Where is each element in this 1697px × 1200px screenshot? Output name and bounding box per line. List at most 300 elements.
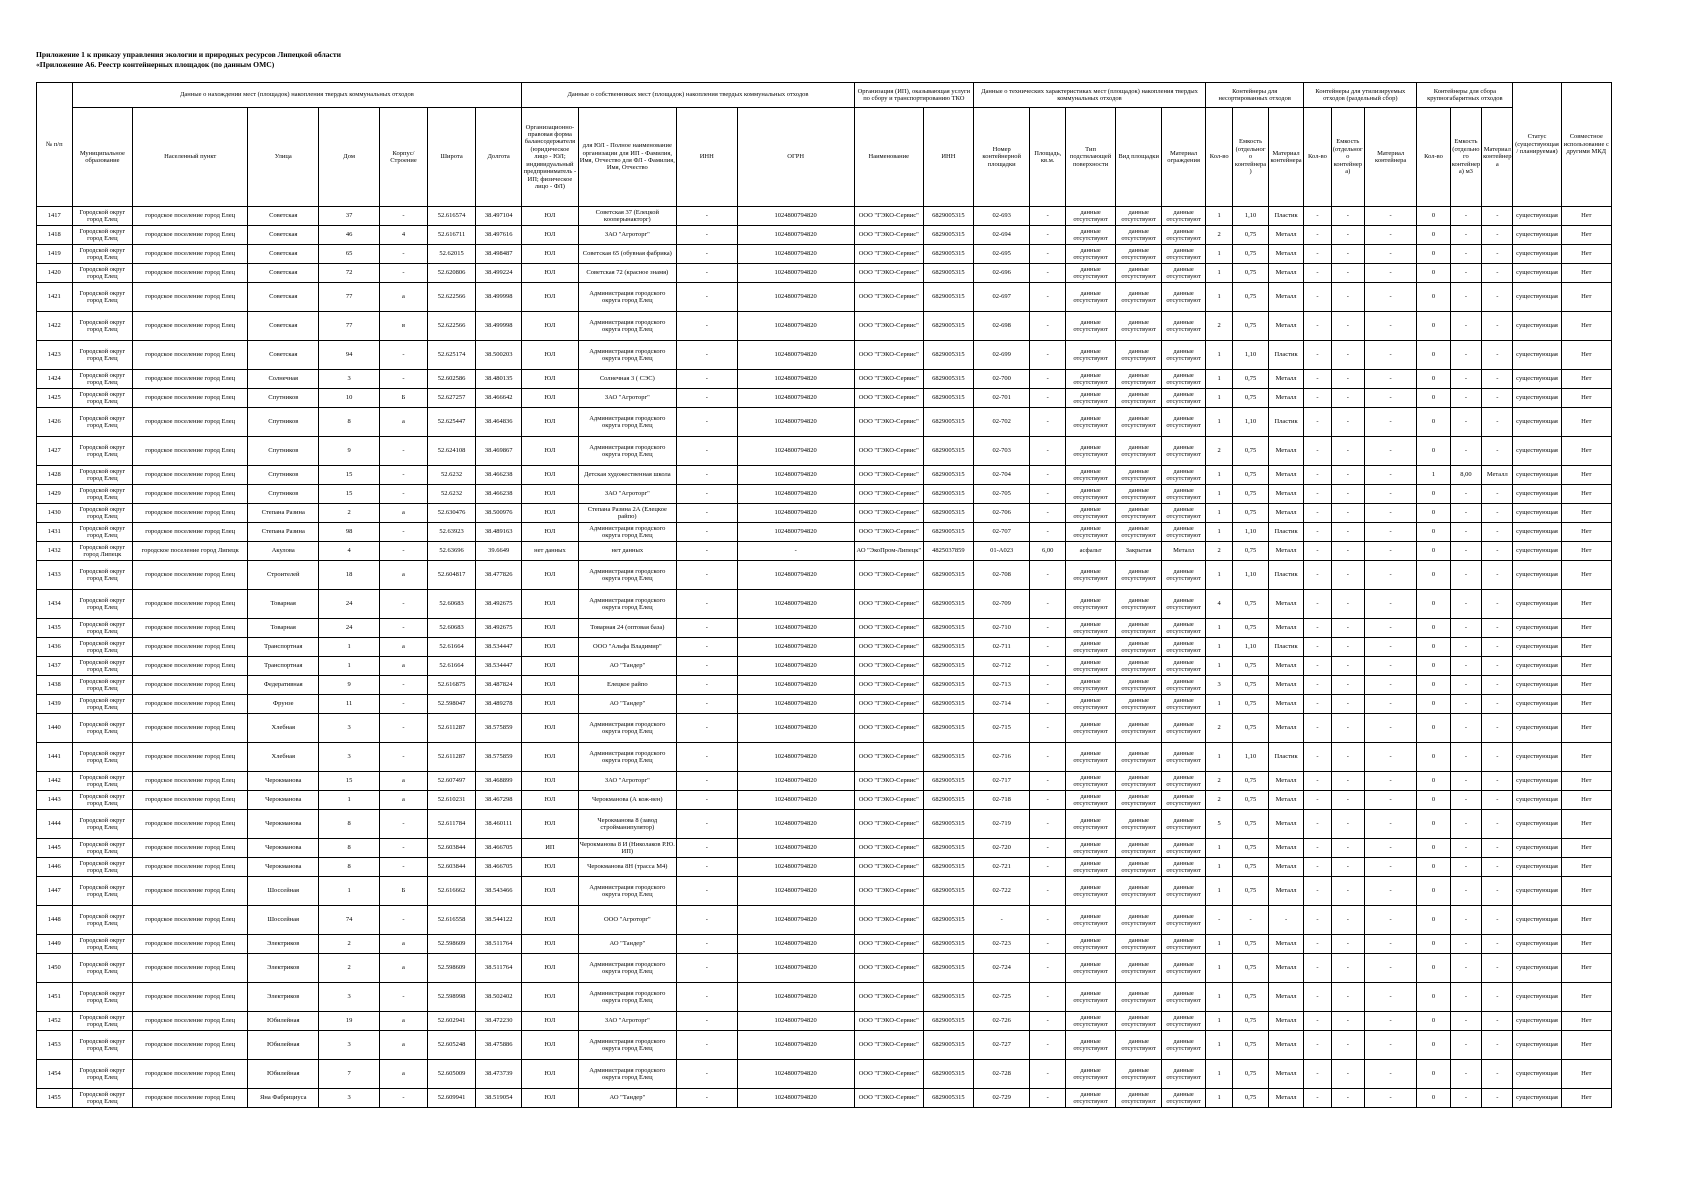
cell-longitude: 38.575859 [476, 714, 522, 743]
cell-surface: данные отсутствуют [1065, 810, 1115, 839]
cell-recyclable-material: - [1365, 1089, 1417, 1108]
cell-recyclable-material: - [1365, 1012, 1417, 1031]
cell-shared: Нет [1561, 906, 1611, 935]
cell-unsorted-volume: 0,75 [1233, 1031, 1269, 1060]
cell-street: Степана Разина [248, 504, 319, 523]
cell-ogrn: 1024800794820 [737, 772, 854, 791]
cell-owner-inn: - [676, 1060, 737, 1089]
cell-owner-inn: - [676, 370, 737, 389]
cell-bulky-volume: - [1450, 561, 1481, 590]
cell-unsorted-count: 1 [1206, 638, 1233, 657]
cell-operator-inn: 6829005315 [923, 1031, 973, 1060]
cell-longitude: 38.480135 [476, 370, 522, 389]
cell-settlement: городское поселение город Елец [133, 695, 248, 714]
cell-status: существующая [1513, 935, 1561, 954]
cell-surface: данные отсутствуют [1065, 1031, 1115, 1060]
cell-ogrn: 1024800794820 [737, 954, 854, 983]
cell-bulky-volume: - [1450, 1012, 1481, 1031]
cell-operator-inn: 6829005315 [923, 714, 973, 743]
cell-house: 1 [319, 638, 380, 657]
cell-recyclable-volume: - [1331, 561, 1364, 590]
cell-recyclable-volume: - [1331, 485, 1364, 504]
cell-recyclable-volume: - [1331, 523, 1364, 542]
cell-unsorted-volume: 0,75 [1233, 839, 1269, 858]
cell-status: существующая [1513, 1031, 1561, 1060]
cell-bulky-count: 0 [1417, 695, 1450, 714]
cell-num: 1422 [37, 312, 73, 341]
cell-fence-material: данные отсутствуют [1162, 1089, 1206, 1108]
cell-bulky-count: 0 [1417, 743, 1450, 772]
cell-surface: данные отсутствуют [1065, 954, 1115, 983]
cell-recyclable-material: - [1365, 743, 1417, 772]
cell-bulky-material: - [1482, 983, 1513, 1012]
cell-building: а [379, 283, 427, 312]
cell-street: Советская [248, 207, 319, 226]
cell-surface: данные отсутствуют [1065, 245, 1115, 264]
cell-status: существующая [1513, 877, 1561, 906]
cell-operator-inn: 6829005315 [923, 810, 973, 839]
cell-recyclable-volume: - [1331, 207, 1364, 226]
cell-area: - [1030, 561, 1066, 590]
cell-building: а [379, 1012, 427, 1031]
cell-area: - [1030, 264, 1066, 283]
cell-owner-inn: - [676, 466, 737, 485]
cell-settlement: городское поселение город Елец [133, 791, 248, 810]
cell-site-type: данные отсутствуют [1116, 437, 1162, 466]
cell-owner-inn: - [676, 1031, 737, 1060]
cell-bulky-material: - [1482, 590, 1513, 619]
cell-municipality: Городской округ город Елец [72, 207, 133, 226]
cell-num: 1426 [37, 408, 73, 437]
cell-owner-inn: - [676, 695, 737, 714]
cell-recyclable-count: - [1304, 743, 1331, 772]
cell-house: 65 [319, 245, 380, 264]
cell-bulky-volume: - [1450, 839, 1481, 858]
cell-recyclable-count: - [1304, 370, 1331, 389]
table-row [37, 226, 1612, 245]
cell-recyclable-volume: - [1331, 935, 1364, 954]
cell-recyclable-material: - [1365, 207, 1417, 226]
cell-bulky-count: 0 [1417, 264, 1450, 283]
cell-recyclable-volume: - [1331, 370, 1364, 389]
cell-area: - [1030, 283, 1066, 312]
cell-recyclable-count: - [1304, 389, 1331, 408]
cell-unsorted-volume: 0,75 [1233, 370, 1269, 389]
cell-building: - [379, 810, 427, 839]
cell-recyclable-volume: - [1331, 1089, 1364, 1108]
cell-site-type: данные отсутствуют [1116, 245, 1162, 264]
cell-street: Электриков [248, 954, 319, 983]
cell-municipality: Городской округ город Елец [72, 695, 133, 714]
cell-bulky-count: 1 [1417, 466, 1450, 485]
cell-bulky-count: 0 [1417, 341, 1450, 370]
cell-unsorted-material: Пластик [1268, 408, 1304, 437]
cell-site-type: данные отсутствуют [1116, 791, 1162, 810]
cell-recyclable-volume: - [1331, 839, 1364, 858]
cell-surface: данные отсутствуют [1065, 695, 1115, 714]
cell-num: 1447 [37, 877, 73, 906]
cell-operator-inn: 6829005315 [923, 695, 973, 714]
cell-surface: данные отсутствуют [1065, 657, 1115, 676]
table-row [37, 810, 1612, 839]
cell-owner-name: ЗАО "Агроторг" [578, 772, 676, 791]
cell-operator-name: ООО "ГЭКО-Сервис" [854, 810, 923, 839]
cell-operator-name: ООО "ГЭКО-Сервис" [854, 638, 923, 657]
cell-recyclable-volume: - [1331, 954, 1364, 983]
cell-house: 19 [319, 1012, 380, 1031]
cell-area: - [1030, 590, 1066, 619]
cell-latitude: 52.607497 [428, 772, 476, 791]
cell-bulky-count: 0 [1417, 561, 1450, 590]
table-row [37, 906, 1612, 935]
cell-owner-inn: - [676, 542, 737, 561]
cell-settlement: городское поселение город Елец [133, 714, 248, 743]
cell-recyclable-material: - [1365, 810, 1417, 839]
cell-bulky-volume: - [1450, 408, 1481, 437]
cell-operator-inn: 6829005315 [923, 743, 973, 772]
cell-operator-inn: 6829005315 [923, 1089, 973, 1108]
cell-status: существующая [1513, 485, 1561, 504]
cell-unsorted-material: Металл [1268, 877, 1304, 906]
cell-shared: Нет [1561, 772, 1611, 791]
cell-unsorted-count: 2 [1206, 437, 1233, 466]
cell-ogrn: - [737, 542, 854, 561]
cell-owner-name: Степана Разина 2А (Елецкое райпо) [578, 504, 676, 523]
cell-latitude: 52.60683 [428, 619, 476, 638]
col-org-form: Организационно-правовая форма балансодержателя (юридическое лицо - ЮЛ; индивидуальный предприниматель - ИП; физическое лицо - ФЛ) [522, 108, 578, 207]
cell-shared: Нет [1561, 207, 1611, 226]
cell-site-type: данные отсутствуют [1116, 1031, 1162, 1060]
cell-owner-name: Черокманова 8 И (Николаков Р.Ю. ИП) [578, 839, 676, 858]
cell-shared: Нет [1561, 676, 1611, 695]
cell-bulky-count: 0 [1417, 389, 1450, 408]
cell-ogrn: 1024800794820 [737, 619, 854, 638]
cell-operator-name: ООО "ГЭКО-Сервис" [854, 1012, 923, 1031]
cell-settlement: городское поселение город Елец [133, 370, 248, 389]
table-row [37, 283, 1612, 312]
cell-shared: Нет [1561, 983, 1611, 1012]
cell-surface: данные отсутствуют [1065, 906, 1115, 935]
cell-bulky-material: - [1482, 877, 1513, 906]
cell-municipality: Городской округ город Елец [72, 226, 133, 245]
cell-fence-material: данные отсутствуют [1162, 657, 1206, 676]
cell-bulky-material: Металл [1482, 466, 1513, 485]
cell-house: 77 [319, 312, 380, 341]
cell-unsorted-count: 1 [1206, 408, 1233, 437]
cell-surface: данные отсутствуют [1065, 523, 1115, 542]
cell-house: 2 [319, 954, 380, 983]
cell-recyclable-volume: - [1331, 714, 1364, 743]
table-row [37, 743, 1612, 772]
cell-unsorted-volume: 1,10 [1233, 743, 1269, 772]
cell-ogrn: 1024800794820 [737, 408, 854, 437]
cell-settlement: городское поселение город Липецк [133, 542, 248, 561]
cell-operator-inn: 4825037859 [923, 542, 973, 561]
cell-fence-material: данные отсутствуют [1162, 561, 1206, 590]
cell-longitude: 38.511764 [476, 935, 522, 954]
cell-unsorted-count: 1 [1206, 1031, 1233, 1060]
cell-latitude: 52.605009 [428, 1060, 476, 1089]
cell-unsorted-material: Металл [1268, 1031, 1304, 1060]
cell-num: 1421 [37, 283, 73, 312]
cell-bulky-count: 0 [1417, 370, 1450, 389]
cell-owner-inn: - [676, 676, 737, 695]
col-site-type: Вид площадки [1116, 108, 1162, 207]
cell-owner-inn: - [676, 523, 737, 542]
cell-status: существующая [1513, 370, 1561, 389]
cell-settlement: городское поселение город Елец [133, 906, 248, 935]
cell-street: Транспортная [248, 638, 319, 657]
cell-unsorted-volume: 0,75 [1233, 877, 1269, 906]
cell-site-number: 02-717 [973, 772, 1029, 791]
cell-owner-name: Товарная 24 (оптовая база) [578, 619, 676, 638]
cell-unsorted-count: 1 [1206, 370, 1233, 389]
cell-recyclable-material: - [1365, 695, 1417, 714]
cell-latitude: 52.63923 [428, 523, 476, 542]
cell-status: существующая [1513, 983, 1561, 1012]
table-row [37, 935, 1612, 954]
cell-operator-name: ООО "ГЭКО-Сервис" [854, 1031, 923, 1060]
cell-recyclable-count: - [1304, 1060, 1331, 1089]
cell-num: 1423 [37, 341, 73, 370]
cell-house: 98 [319, 523, 380, 542]
cell-owner-inn: - [676, 264, 737, 283]
cell-municipality: Городской округ город Елец [72, 906, 133, 935]
cell-num: 1429 [37, 485, 73, 504]
cell-bulky-volume: - [1450, 245, 1481, 264]
cell-unsorted-material: Металл [1268, 657, 1304, 676]
cell-owner-name: Администрация городского округа город Елец [578, 1031, 676, 1060]
cell-municipality: Городской округ город Елец [72, 791, 133, 810]
cell-num: 1435 [37, 619, 73, 638]
table-row [37, 983, 1612, 1012]
cell-building: а [379, 954, 427, 983]
cell-bulky-volume: - [1450, 485, 1481, 504]
cell-ogrn: 1024800794820 [737, 858, 854, 877]
cell-recyclable-volume: - [1331, 1060, 1364, 1089]
cell-area: - [1030, 207, 1066, 226]
table-row [37, 1031, 1612, 1060]
cell-unsorted-count: 1 [1206, 523, 1233, 542]
cell-unsorted-material: - [1268, 906, 1304, 935]
cell-longitude: 38.477826 [476, 561, 522, 590]
cell-owner-name: Администрация городского округа город Елец [578, 983, 676, 1012]
cell-recyclable-count: - [1304, 877, 1331, 906]
cell-street: Спутников [248, 437, 319, 466]
cell-unsorted-material: Металл [1268, 283, 1304, 312]
cell-recyclable-count: - [1304, 207, 1331, 226]
cell-house: 37 [319, 207, 380, 226]
col-unsorted-volume: Емкость (отдельного контейнера) [1233, 108, 1269, 207]
cell-area: - [1030, 638, 1066, 657]
cell-status: существующая [1513, 245, 1561, 264]
cell-site-number: 02-704 [973, 466, 1029, 485]
cell-unsorted-count: 1 [1206, 839, 1233, 858]
cell-street: Черокманова [248, 791, 319, 810]
cell-operator-name: ООО "ГЭКО-Сервис" [854, 370, 923, 389]
cell-street: Советская [248, 264, 319, 283]
cell-bulky-volume: 8,00 [1450, 466, 1481, 485]
cell-street: Советская [248, 283, 319, 312]
cell-operator-name: ООО "ГЭКО-Сервис" [854, 1060, 923, 1089]
cell-latitude: 52.611287 [428, 743, 476, 772]
cell-bulky-volume: - [1450, 772, 1481, 791]
cell-recyclable-volume: - [1331, 743, 1364, 772]
cell-operator-name: ООО "ГЭКО-Сервис" [854, 676, 923, 695]
cell-fence-material: данные отсутствуют [1162, 504, 1206, 523]
cell-building: - [379, 906, 427, 935]
cell-municipality: Городской округ город Елец [72, 389, 133, 408]
cell-unsorted-material: Металл [1268, 264, 1304, 283]
cell-street: Советская [248, 341, 319, 370]
cell-site-number: 02-697 [973, 283, 1029, 312]
cell-site-number: 02-710 [973, 619, 1029, 638]
cell-house: 18 [319, 561, 380, 590]
cell-num: 1417 [37, 207, 73, 226]
cell-owner-inn: - [676, 772, 737, 791]
cell-latitude: 52.616662 [428, 877, 476, 906]
cell-unsorted-material: Металл [1268, 695, 1304, 714]
cell-site-type: данные отсутствуют [1116, 619, 1162, 638]
cell-longitude: 38.466238 [476, 485, 522, 504]
cell-ogrn: 1024800794820 [737, 1012, 854, 1031]
cell-building: - [379, 466, 427, 485]
table-row [37, 561, 1612, 590]
cell-operator-name: ООО "ГЭКО-Сервис" [854, 504, 923, 523]
cell-latitude: 52.624108 [428, 437, 476, 466]
cell-unsorted-material: Металл [1268, 1060, 1304, 1089]
cell-unsorted-volume: 1,10 [1233, 638, 1269, 657]
cell-recyclable-material: - [1365, 485, 1417, 504]
cell-site-number: 02-716 [973, 743, 1029, 772]
table-row [37, 858, 1612, 877]
cell-status: существующая [1513, 791, 1561, 810]
cell-area: - [1030, 485, 1066, 504]
cell-unsorted-material: Металл [1268, 714, 1304, 743]
cell-owner-name: Администрация городского округа город Елец [578, 561, 676, 590]
cell-area: - [1030, 954, 1066, 983]
cell-org-form: ЮЛ [522, 226, 578, 245]
cell-site-number: 02-700 [973, 370, 1029, 389]
cell-bulky-material: - [1482, 226, 1513, 245]
cell-org-form: ЮЛ [522, 485, 578, 504]
cell-ogrn: 1024800794820 [737, 983, 854, 1012]
cell-municipality: Городской округ город Елец [72, 676, 133, 695]
cell-area: - [1030, 657, 1066, 676]
cell-num: 1445 [37, 839, 73, 858]
cell-settlement: городское поселение город Елец [133, 619, 248, 638]
cell-operator-inn: 6829005315 [923, 590, 973, 619]
cell-street: Фрунзе [248, 695, 319, 714]
cell-owner-inn: - [676, 657, 737, 676]
cell-unsorted-material: Металл [1268, 858, 1304, 877]
cell-street: Транспортная [248, 657, 319, 676]
cell-recyclable-material: - [1365, 389, 1417, 408]
cell-owner-name: Администрация городского округа город Елец [578, 523, 676, 542]
cell-bulky-volume: - [1450, 810, 1481, 839]
cell-house: 3 [319, 370, 380, 389]
cell-recyclable-volume: - [1331, 504, 1364, 523]
cell-recyclable-count: - [1304, 810, 1331, 839]
cell-bulky-count: 0 [1417, 485, 1450, 504]
cell-ogrn: 1024800794820 [737, 1060, 854, 1089]
cell-operator-name: ООО "ГЭКО-Сервис" [854, 772, 923, 791]
cell-status: существующая [1513, 466, 1561, 485]
cell-status: существующая [1513, 283, 1561, 312]
cell-bulky-volume: - [1450, 590, 1481, 619]
cell-municipality: Городской округ город Елец [72, 437, 133, 466]
cell-surface: данные отсутствуют [1065, 283, 1115, 312]
cell-house: 4 [319, 542, 380, 561]
cell-recyclable-material: - [1365, 657, 1417, 676]
cell-unsorted-material: Металл [1268, 1012, 1304, 1031]
cell-recyclable-count: - [1304, 504, 1331, 523]
cell-unsorted-material: Металл [1268, 1089, 1304, 1108]
cell-org-form: ЮЛ [522, 437, 578, 466]
cell-shared: Нет [1561, 810, 1611, 839]
cell-street: Черокманова [248, 839, 319, 858]
cell-municipality: Городской округ город Елец [72, 1060, 133, 1089]
cell-unsorted-count: 4 [1206, 590, 1233, 619]
cell-recyclable-count: - [1304, 245, 1331, 264]
cell-owner-name: АО "Тандер" [578, 1089, 676, 1108]
cell-shared: Нет [1561, 714, 1611, 743]
cell-org-form: ЮЛ [522, 935, 578, 954]
cell-owner-inn: - [676, 341, 737, 370]
cell-settlement: городское поселение город Елец [133, 935, 248, 954]
cell-municipality: Городской округ город Елец [72, 523, 133, 542]
cell-latitude: 52.625447 [428, 408, 476, 437]
cell-building: - [379, 590, 427, 619]
cell-ogrn: 1024800794820 [737, 370, 854, 389]
cell-site-type: данные отсутствуют [1116, 283, 1162, 312]
cell-unsorted-material: Металл [1268, 389, 1304, 408]
cell-owner-name: АО "Тандер" [578, 657, 676, 676]
cell-status: существующая [1513, 906, 1561, 935]
cell-fence-material: Металл [1162, 542, 1206, 561]
cell-bulky-material: - [1482, 370, 1513, 389]
cell-owner-name: Черокманова 8Н (трасса М4) [578, 858, 676, 877]
col-site-number: Номер контейнерной площадки [973, 108, 1029, 207]
cell-ogrn: 1024800794820 [737, 485, 854, 504]
cell-settlement: городское поселение город Елец [133, 743, 248, 772]
cell-num: 1428 [37, 466, 73, 485]
cell-municipality: Городской округ город Елец [72, 983, 133, 1012]
cell-unsorted-volume: 0,75 [1233, 935, 1269, 954]
cell-surface: данные отсутствуют [1065, 561, 1115, 590]
cell-settlement: городское поселение город Елец [133, 485, 248, 504]
cell-site-type: данные отсутствуют [1116, 1089, 1162, 1108]
cell-shared: Нет [1561, 245, 1611, 264]
cell-building: - [379, 676, 427, 695]
cell-site-number: 02-699 [973, 341, 1029, 370]
cell-bulky-material: - [1482, 1031, 1513, 1060]
cell-ogrn: 1024800794820 [737, 312, 854, 341]
cell-org-form: ИП [522, 839, 578, 858]
cell-owner-name: Администрация городского округа город Елец [578, 954, 676, 983]
cell-ogrn: 1024800794820 [737, 1089, 854, 1108]
cell-unsorted-material: Металл [1268, 590, 1304, 619]
cell-house: 7 [319, 1060, 380, 1089]
cell-building: - [379, 743, 427, 772]
cell-municipality: Городской округ город Елец [72, 1031, 133, 1060]
cell-recyclable-material: - [1365, 466, 1417, 485]
cell-building: Б [379, 877, 427, 906]
cell-longitude: 38.475886 [476, 1031, 522, 1060]
cell-site-number: 02-725 [973, 983, 1029, 1012]
cell-unsorted-count: 2 [1206, 226, 1233, 245]
cell-building: а [379, 1031, 427, 1060]
